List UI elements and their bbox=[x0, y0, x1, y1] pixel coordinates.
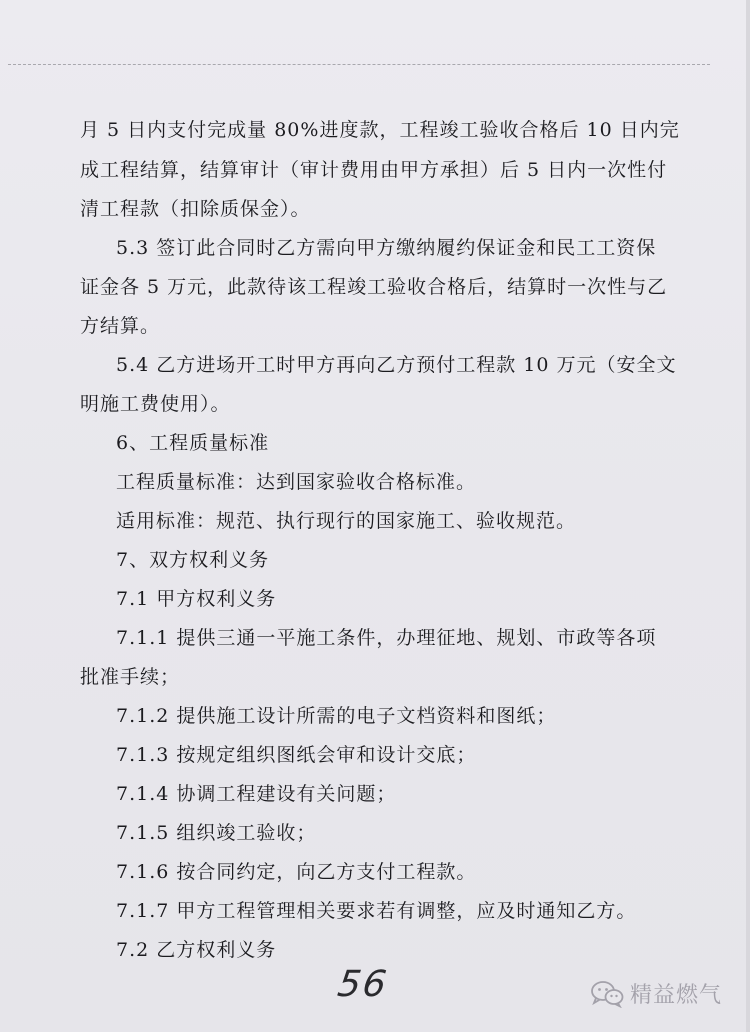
watermark-text: 精益燃气 bbox=[630, 983, 723, 1008]
text-line: 清工程款（扣除质保金）。 bbox=[80, 198, 311, 220]
text-line: 月 5 日内支付完成量 80%进度款，工程竣工验收合格后 10 日内完 bbox=[80, 119, 680, 141]
section-heading-6: 6、工程质量标准 bbox=[116, 432, 270, 454]
page-edge bbox=[746, 0, 750, 1032]
text-line: 方结算。 bbox=[80, 315, 161, 337]
handwritten-page-number: 56 bbox=[335, 964, 391, 1005]
clause-5-4: 5.4 乙方进场开工时甲方再向乙方预付工程款 10 万元（安全文 bbox=[116, 354, 677, 376]
text-line: 工程质量标准：达到国家验收合格标准。 bbox=[116, 471, 477, 493]
text-line: 适用标准：规范、执行现行的国家施工、验收规范。 bbox=[116, 510, 577, 532]
text-line: 批准手续； bbox=[80, 666, 181, 688]
clause-7-1-4: 7.1.4 协调工程建设有关问题； bbox=[116, 783, 397, 805]
clause-7-1-1: 7.1.1 提供三通一平施工条件，办理征地、规划、市政等各项 bbox=[116, 627, 657, 649]
section-heading-7: 7、双方权利义务 bbox=[116, 549, 270, 571]
text-line: 明施工费使用）。 bbox=[80, 393, 231, 415]
clause-7-1-5: 7.1.5 组织竣工验收； bbox=[116, 822, 317, 844]
text-line: 成工程结算，结算审计（审计费用由甲方承担）后 5 日内一次性付 bbox=[80, 159, 668, 181]
clause-7-1-6: 7.1.6 按合同约定，向乙方支付工程款。 bbox=[116, 861, 477, 883]
page-top-rule bbox=[8, 64, 710, 65]
clause-5-3: 5.3 签订此合同时乙方需向甲方缴纳履约保证金和民工工资保 bbox=[116, 237, 657, 259]
watermark bbox=[590, 978, 722, 1009]
clause-7-1-3: 7.1.3 按规定组织图纸会审和设计交底； bbox=[116, 744, 477, 766]
wechat-icon bbox=[590, 980, 624, 1008]
clause-7-2: 7.2 乙方权利义务 bbox=[116, 939, 277, 961]
clause-7-1: 7.1 甲方权利义务 bbox=[116, 588, 277, 610]
clause-7-1-2: 7.1.2 提供施工设计所需的电子文档资料和图纸； bbox=[116, 705, 557, 727]
text-line: 证金各 5 万元，此款待该工程竣工验收合格后，结算时一次性与乙 bbox=[80, 276, 668, 298]
clause-7-1-7: 7.1.7 甲方工程管理相关要求若有调整，应及时通知乙方。 bbox=[116, 900, 637, 922]
